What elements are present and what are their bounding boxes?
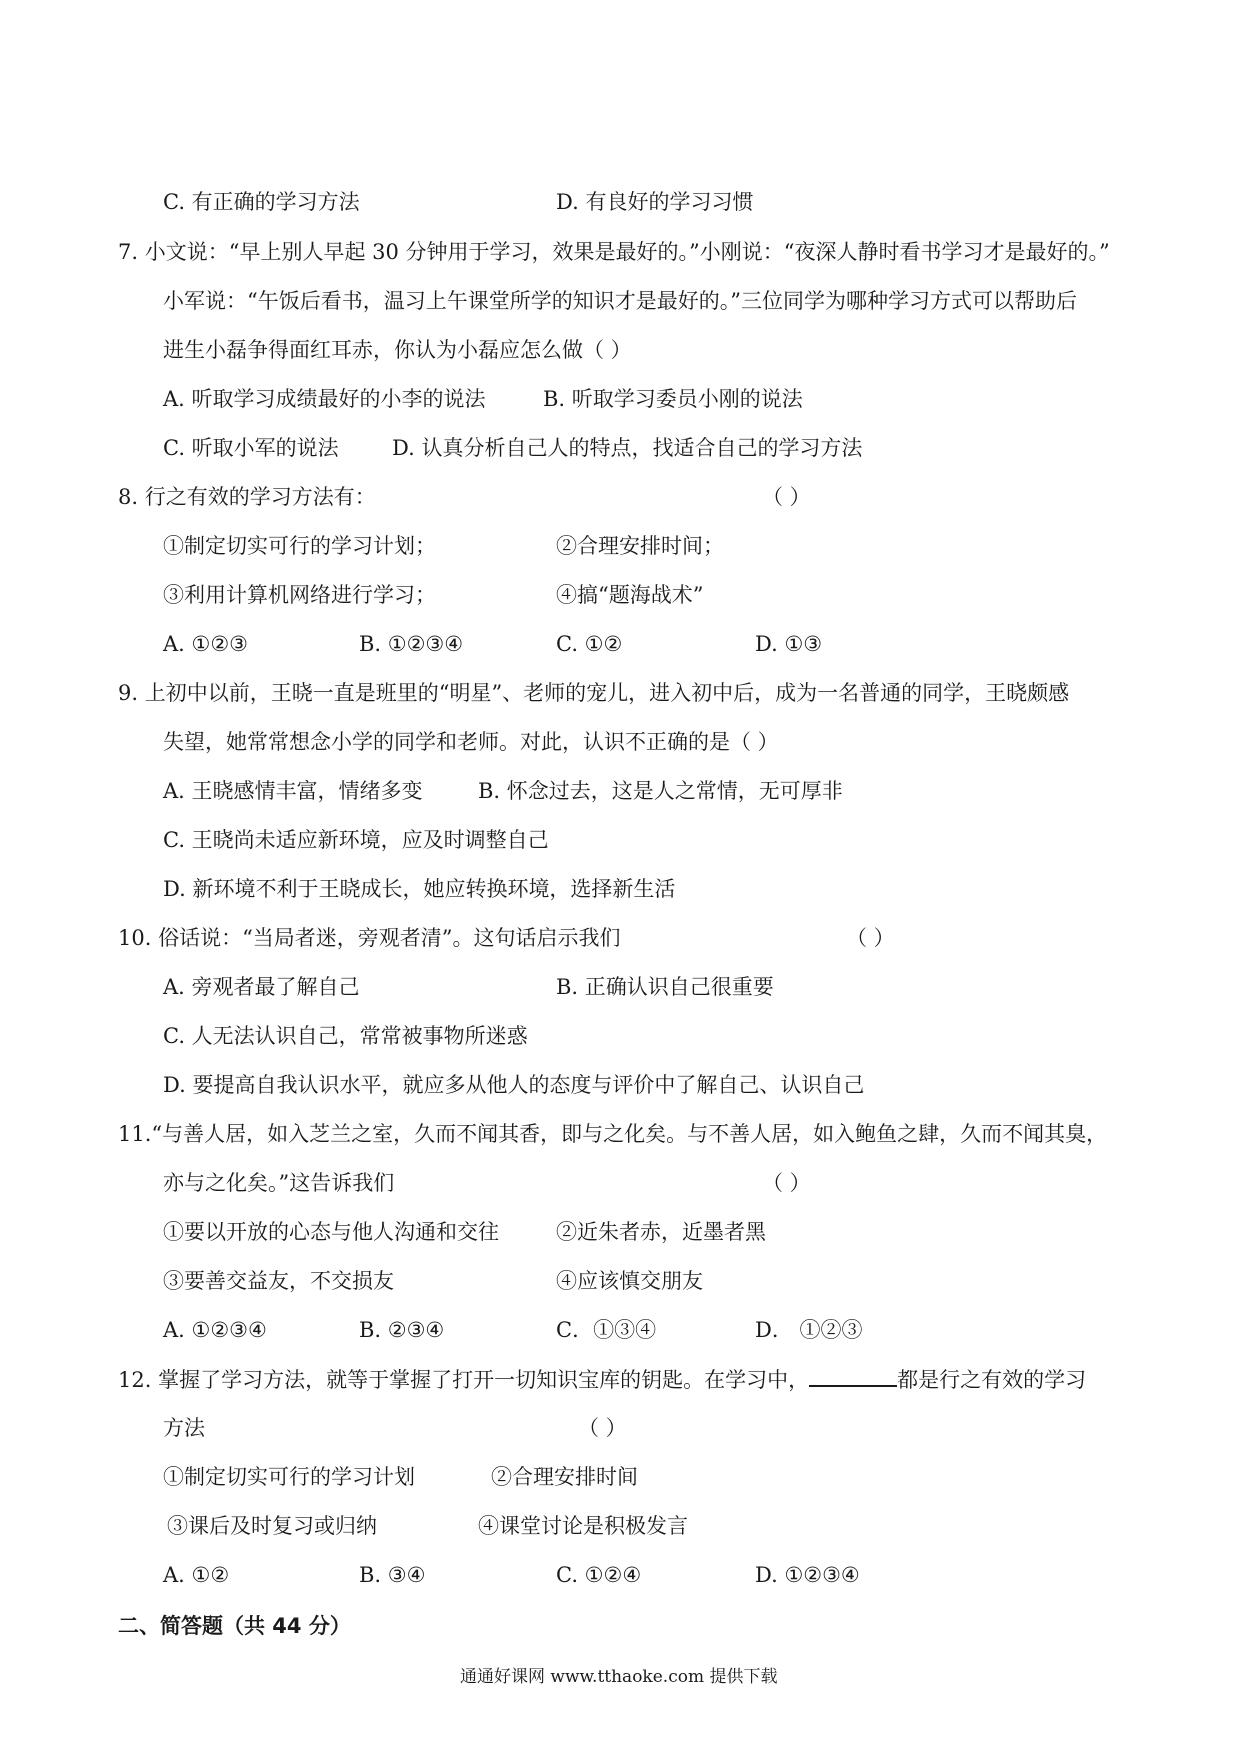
q11-answer-paren: （ ） — [762, 1171, 811, 1195]
q10-option-c: C. 人无法认识自己，常常被事物所迷惑 — [163, 1024, 528, 1048]
q9-option-d: D. 新环境不利于王晓成长，她应转换环境，选择新生活 — [163, 877, 676, 901]
q10-stem: 10. 俗话说：“当局者迷，旁观者清”。这句话启示我们 — [118, 926, 621, 950]
q12-option-b: B. ③④ — [359, 1563, 426, 1587]
q11-item-4: ④应该慎交朋友 — [556, 1269, 703, 1293]
page-footer: 通通好课网 www.tthaoke.com 提供下载 — [460, 1667, 778, 1687]
q11-option-a: A. ①②③④ — [163, 1318, 267, 1342]
q11-item-3: ③要善交益友，不交损友 — [163, 1269, 394, 1293]
q10-answer-paren: （ ） — [846, 926, 895, 950]
q12-answer-paren: （ ） — [578, 1416, 627, 1440]
q11-stem-line1: 11.“与善人居，如入芝兰之室，久而不闻其香，即与之化矣。与不善人居，如入鲍鱼之肆，久而不闻其臭， — [118, 1122, 1108, 1146]
q12-stem-part1: 12. 掌握了学习方法，就等于掌握了打开一切知识宝库的钥匙。在学习中， — [118, 1368, 810, 1392]
q8-item-1: ①制定切实可行的学习计划； — [163, 534, 436, 558]
q10-option-b: B. 正确认识自己很重要 — [556, 975, 774, 999]
q12-item-1: ①制定切实可行的学习计划 — [163, 1465, 415, 1489]
q9-stem-line2: 失望，她常常想念小学的同学和老师。对此，认识不正确的是（ ） — [163, 730, 779, 754]
q12-item-3: ③课后及时复习或归纳 — [167, 1514, 377, 1538]
q10-option-d: D. 要提高自我认识水平，就应多从他人的态度与评价中了解自己、认识自己 — [163, 1073, 865, 1097]
q12-item-4: ④课堂讨论是积极发言 — [478, 1514, 688, 1538]
q8-item-3: ③利用计算机网络进行学习； — [163, 583, 436, 607]
q8-answer-paren: （ ） — [762, 485, 811, 509]
q11-item-1: ①要以开放的心态与他人沟通和交往 — [163, 1220, 499, 1244]
q12-option-a: A. ①② — [163, 1563, 230, 1587]
q11-option-b: B. ②③④ — [359, 1318, 445, 1342]
q11-item-2: ②近朱者赤，近墨者黑 — [556, 1220, 766, 1244]
answer-blank — [809, 1365, 897, 1387]
q8-stem: 8. 行之有效的学习方法有： — [118, 485, 376, 509]
q12-stem-line1 — [118, 1365, 1086, 1394]
q7-stem-line1: 7. 小文说：“早上别人早起 30 分钟用于学习，效果是最好的。”小刚说：“夜深人静时看书学习才是最好的。” — [118, 240, 1110, 264]
q11-stem-line2: 亦与之化矣。”这告诉我们 — [163, 1171, 395, 1195]
q12-option-d: D. ①②③④ — [755, 1563, 860, 1587]
q9-option-c: C. 王晓尚未适应新环境，应及时调整自己 — [163, 828, 549, 852]
q7-option-b: B. 听取学习委员小刚的说法 — [543, 387, 803, 411]
q6-option-d: D. 有良好的学习习惯 — [556, 190, 754, 214]
q7-option-a: A. 听取学习成绩最好的小李的说法 — [163, 387, 486, 411]
q7-option-c: C. 听取小军的说法 — [163, 436, 339, 460]
q11-option-c: C．①③④ — [556, 1318, 657, 1342]
q8-option-d: D. ①③ — [755, 632, 823, 656]
q12-stem-part2: 都是行之有效的学习 — [897, 1368, 1087, 1392]
q9-option-b: B. 怀念过去，这是人之常情，无可厚非 — [478, 779, 843, 803]
q10-option-a: A. 旁观者最了解自己 — [163, 975, 360, 999]
q11-option-d: D． ①②③ — [755, 1318, 863, 1342]
q9-stem-line1: 9. 上初中以前，王晓一直是班里的“明星”、老师的宠儿，进入初中后，成为一名普通的同学，王晓颇感 — [118, 681, 1070, 705]
q12-stem-line2: 方法 — [163, 1416, 205, 1440]
q8-item-4: ④搞“题海战术” — [556, 583, 704, 607]
q7-stem-line3: 进生小磊争得面红耳赤，你认为小磊应怎么做（ ） — [163, 338, 632, 362]
q6-option-c: C. 有正确的学习方法 — [163, 190, 360, 214]
q7-stem-line2: 小军说：“午饭后看书，温习上午课堂所学的知识才是最好的。”三位同学为哪种学习方式可以帮助后 — [163, 289, 1077, 313]
q12-item-2: ②合理安排时间 — [491, 1465, 638, 1489]
q8-option-b: B. ①②③④ — [359, 632, 464, 656]
q8-option-a: A. ①②③ — [163, 632, 248, 656]
q7-option-d: D. 认真分析自己人的特点，找适合自己的学习方法 — [392, 436, 863, 460]
q8-option-c: C. ①② — [556, 632, 623, 656]
q12-option-c: C. ①②④ — [556, 1563, 642, 1587]
q8-item-2: ②合理安排时间； — [556, 534, 724, 558]
q9-option-a: A. 王晓感情丰富，情绪多变 — [163, 779, 423, 803]
section-heading-short-answer: 二、简答题（共 44 分） — [118, 1614, 351, 1638]
